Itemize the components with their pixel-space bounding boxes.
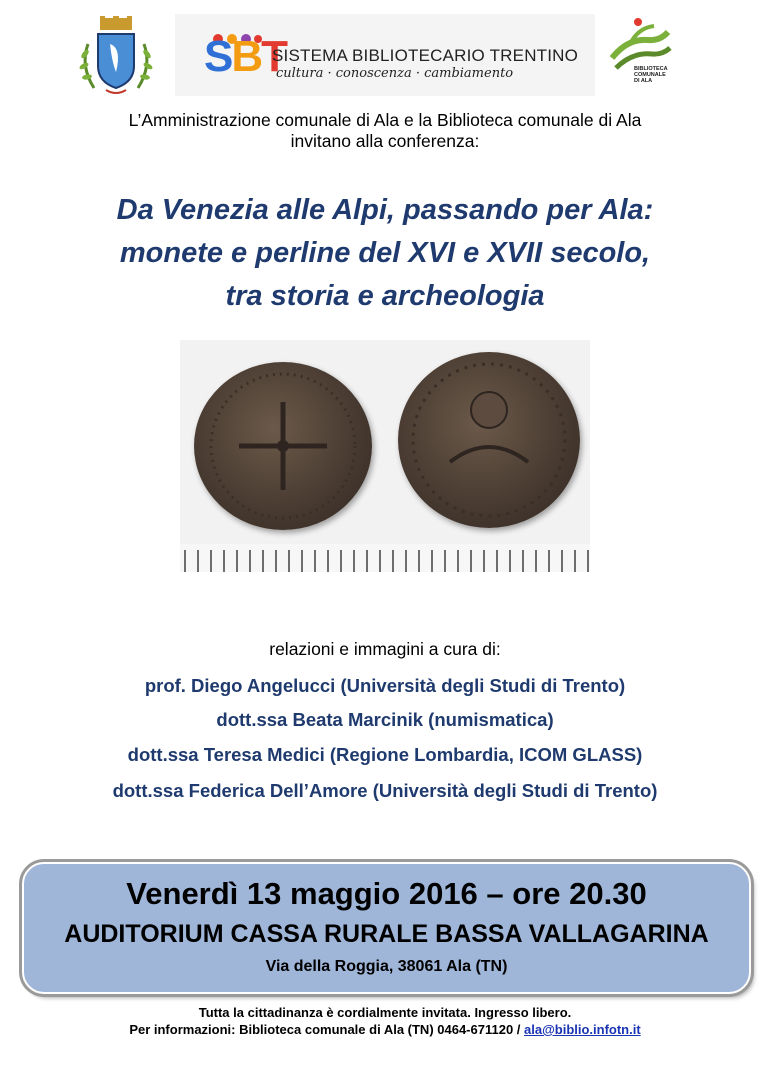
intro-line-2: invitano alla conferenza:	[290, 131, 480, 151]
coin-reverse	[398, 352, 580, 528]
event-venue: AUDITORIUM CASSA RURALE BASSA VALLAGARINA	[64, 920, 709, 948]
sbt-tagline: cultura · conoscenza · cambiamento	[276, 66, 514, 81]
footer-contact-text: Per informazioni: Biblioteca comunale di Ala (TN) 0464-671120 /	[129, 1022, 525, 1037]
event-address: Via della Roggia, 38061 Ala (TN)	[265, 958, 508, 975]
lion-icon	[398, 352, 580, 528]
intro-line-1: L’Amministrazione comunale di Ala e la Biblioteca comunale di Ala	[128, 110, 642, 130]
footer-contact	[0, 1022, 770, 1037]
ruler-scale	[180, 544, 590, 572]
coin-obverse	[194, 362, 372, 530]
footer-invitation: Tutta la cittadinanza è cordialmente invitata. Ingresso libero.	[198, 1005, 572, 1020]
email-link[interactable]: ala@biblio.infotn.it	[524, 1022, 641, 1037]
credits-label: relazioni e immagini a cura di:	[269, 639, 501, 659]
speaker-4: dott.ssa Federica Dell’Amore (Università degli Studi di Trento)	[112, 780, 658, 801]
title-line-2: monete e perline del XVI e XVII secolo,	[119, 237, 651, 269]
sbt-logo-text: SBT	[204, 32, 287, 81]
title-line-1: Da Venezia alle Alpi, passando per Ala:	[116, 194, 654, 226]
speaker-2: dott.ssa Beata Marcinik (numismatica)	[216, 709, 554, 730]
sbt-name: SISTEMA BIBLIOTECARIO TRENTINO	[272, 46, 579, 65]
speaker-1: prof. Diego Angelucci (Università degli Studi di Trento)	[144, 675, 626, 696]
cross-icon	[194, 362, 372, 530]
ala-crest-logo	[76, 14, 156, 96]
biblioteca-logo-label: BIBLIOTECA COMUNALE DI ALA	[634, 66, 668, 84]
title-line-3: tra storia e archeologia	[225, 280, 545, 312]
speaker-3: dott.ssa Teresa Medici (Regione Lombardia, ICOM GLASS)	[127, 744, 643, 765]
coins-photo	[180, 340, 590, 572]
event-date-time: Venerdì 13 maggio 2016 – ore 20.30	[126, 876, 647, 911]
